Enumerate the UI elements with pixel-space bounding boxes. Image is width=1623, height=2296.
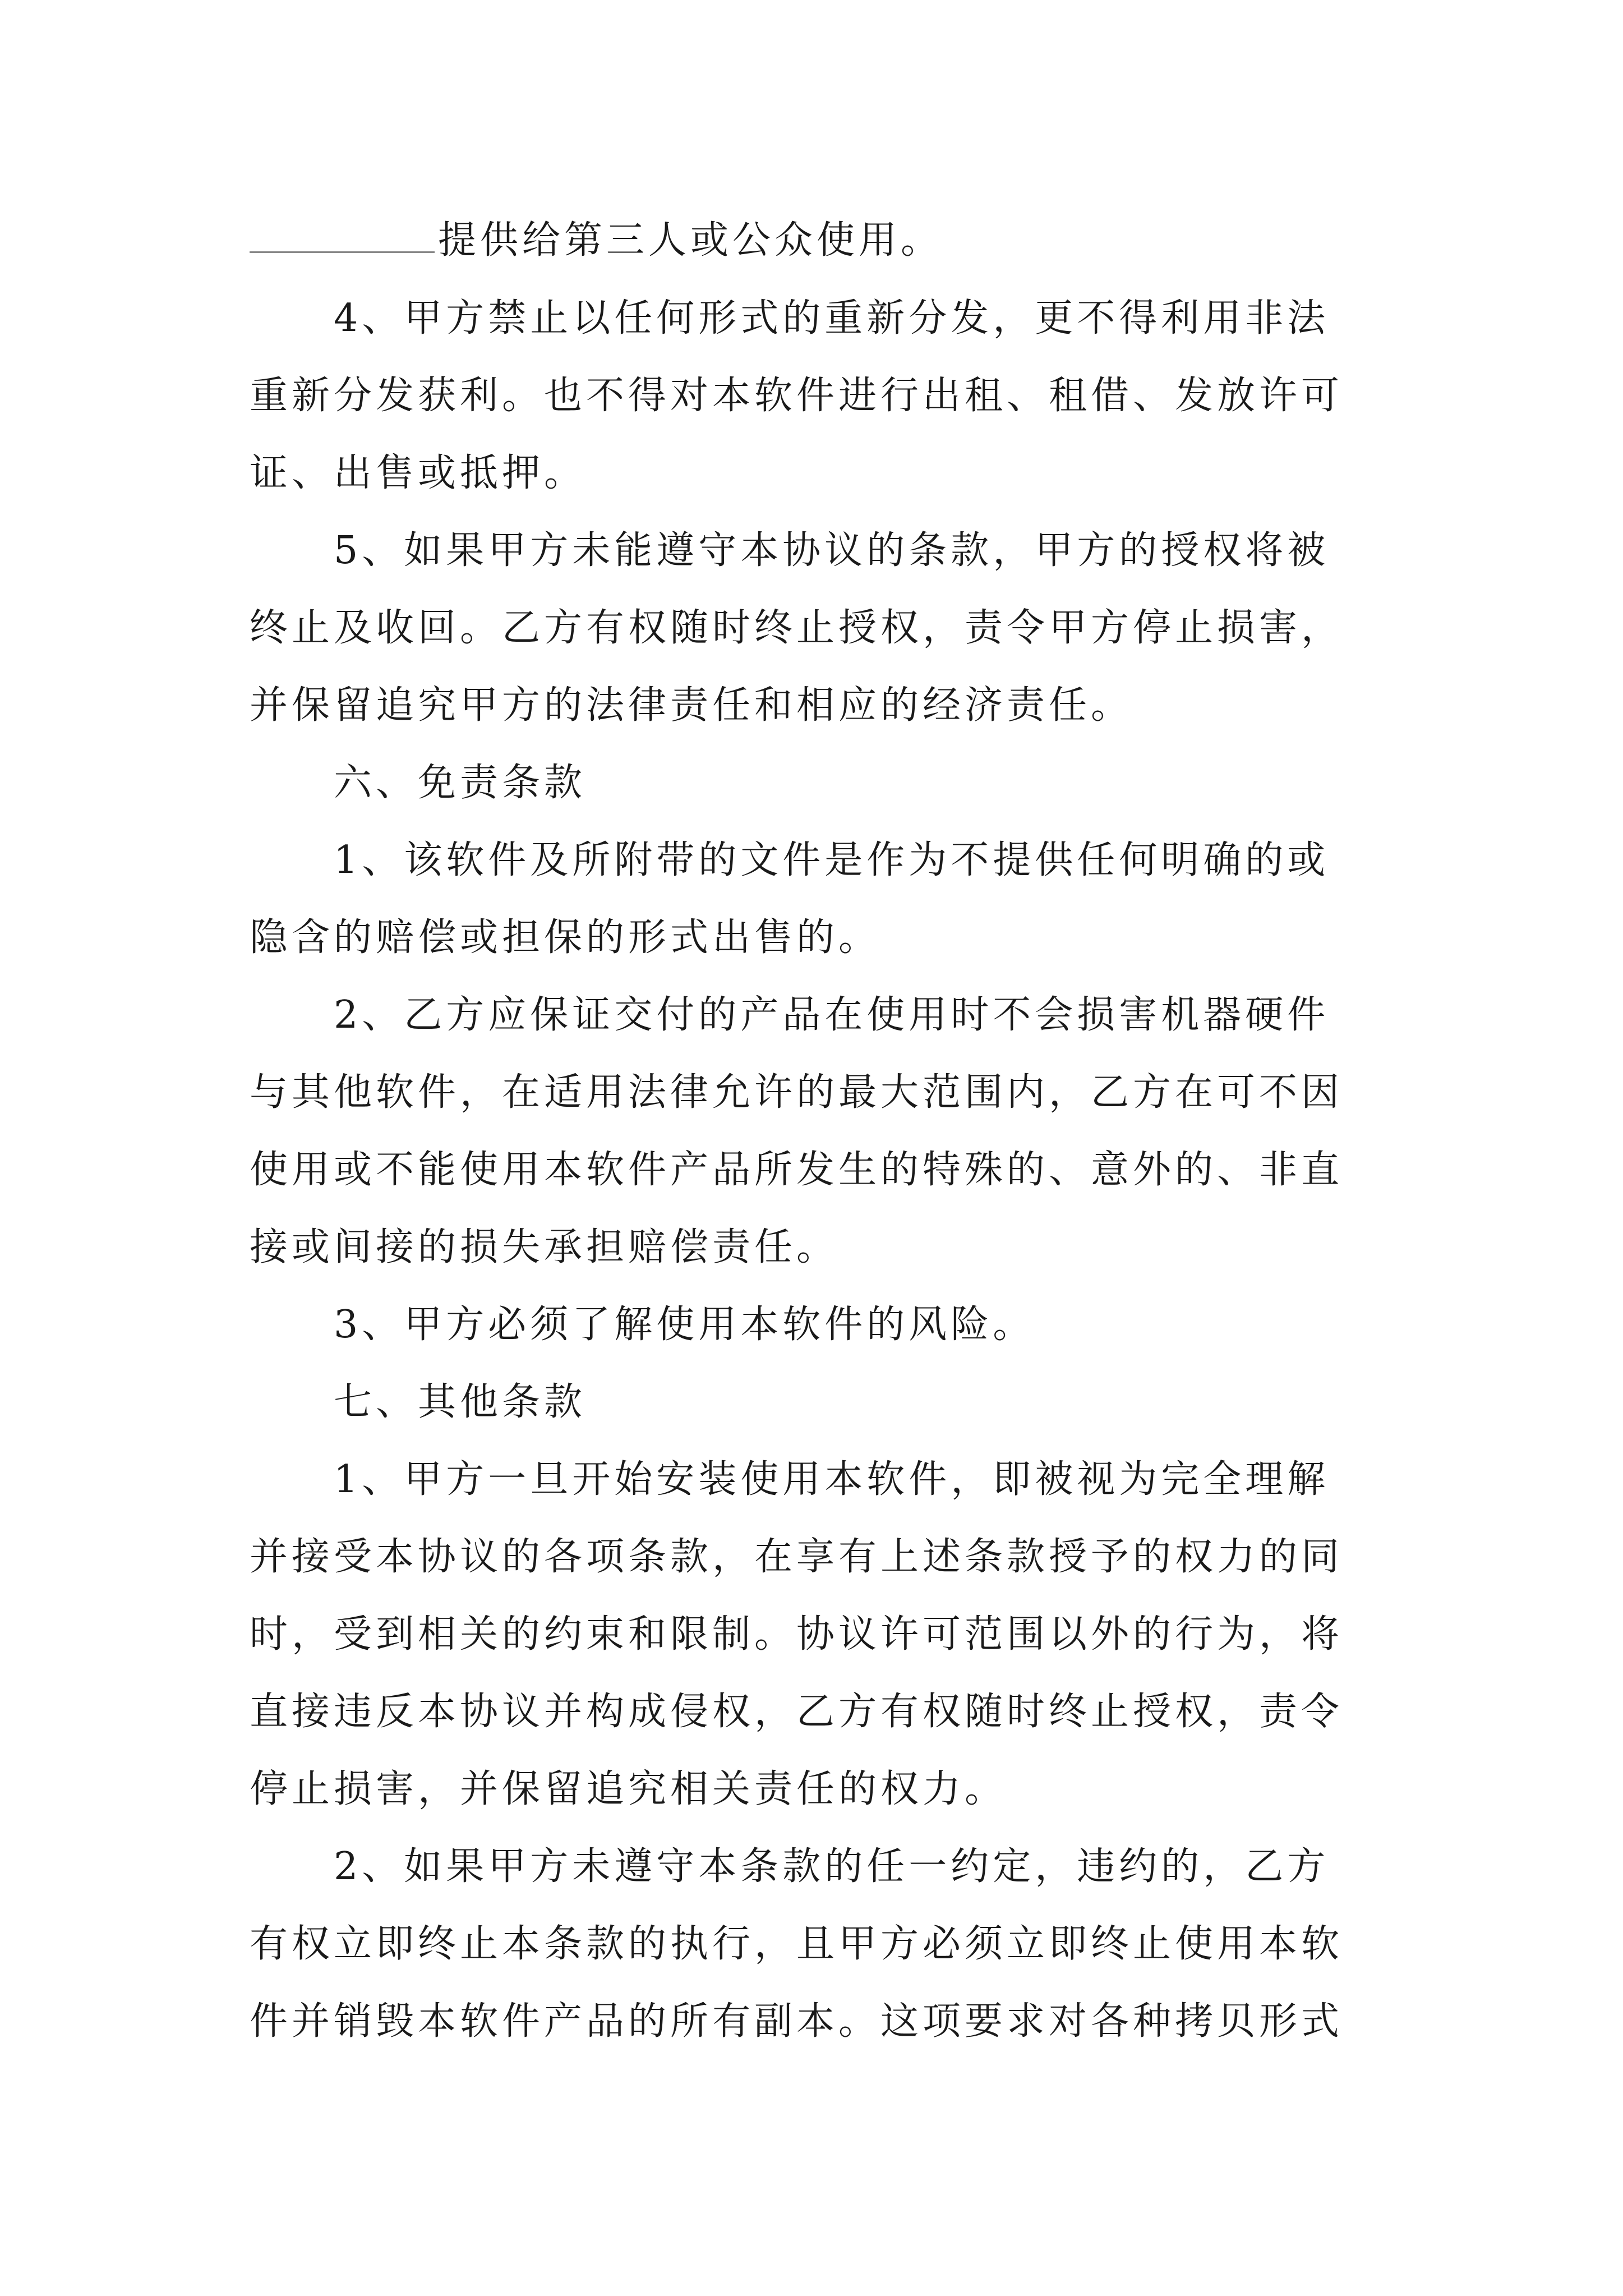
text-line-17: 1、甲方一旦开始安装使用本软件，即被视为完全理解 <box>334 1457 1330 1502</box>
text-line-19: 时，受到相关的约束和限制。协议许可范围以外的行为，将 <box>250 1612 1344 1657</box>
section-heading-6: 六、免责条款 <box>334 761 587 805</box>
text-line-5: 5、如果甲方未能遵守本协议的条款，甲方的授权将被 <box>334 528 1330 573</box>
text-line-6: 终止及收回。乙方有权随时终止授权，责令甲方停止损害， <box>250 606 1344 650</box>
text-line-21: 停止损害，并保留追究相关责任的权力。 <box>250 1767 1007 1811</box>
text-line-13: 使用或不能使用本软件产品所发生的特殊的、意外的、非直 <box>250 1148 1344 1192</box>
text-line-10: 隐含的赔偿或担保的形式出售的。 <box>250 915 881 960</box>
text-line-20: 直接违反本协议并构成侵权，乙方有权随时终止授权，责令 <box>250 1690 1344 1734</box>
text-line-11: 2、乙方应保证交付的产品在使用时不会损害机器硬件 <box>334 993 1330 1037</box>
text-line-7: 并保留追究甲方的法律责任和相应的经济责任。 <box>250 683 1133 728</box>
text-line-23: 有权立即终止本条款的执行，且甲方必须立即终止使用本软 <box>250 1922 1344 1966</box>
text-line-22: 2、如果甲方未遵守本条款的任一约定，违约的，乙方 <box>334 1844 1330 1889</box>
text-line-4: 证、出售或抵押。 <box>250 451 587 495</box>
text-line-15: 3、甲方必须了解使用本软件的风险。 <box>334 1303 1035 1347</box>
text-line-9: 1、该软件及所附带的文件是作为不提供任何明确的或 <box>334 838 1330 882</box>
text-line-1 <box>250 212 943 269</box>
text-line-2: 4、甲方禁止以任何形式的重新分发，更不得利用非法 <box>334 296 1330 341</box>
fill-in-blank <box>250 212 435 253</box>
text-line-3: 重新分发获利。也不得对本软件进行出租、租借、发放许可 <box>250 374 1344 418</box>
text-line-24: 件并销毁本软件产品的所有副本。这项要求对各种拷贝形式 <box>250 1999 1344 2044</box>
text-line-18: 并接受本协议的各项条款，在享有上述条款授予的权力的同 <box>250 1535 1344 1579</box>
text-line-1-content: 提供给第三人或公众使用。 <box>438 218 943 263</box>
text-line-14: 接或间接的损失承担赔偿责任。 <box>250 1225 839 1269</box>
text-line-12: 与其他软件，在适用法律允许的最大范围内，乙方在可不因 <box>250 1070 1344 1115</box>
section-heading-7: 七、其他条款 <box>334 1380 587 1424</box>
